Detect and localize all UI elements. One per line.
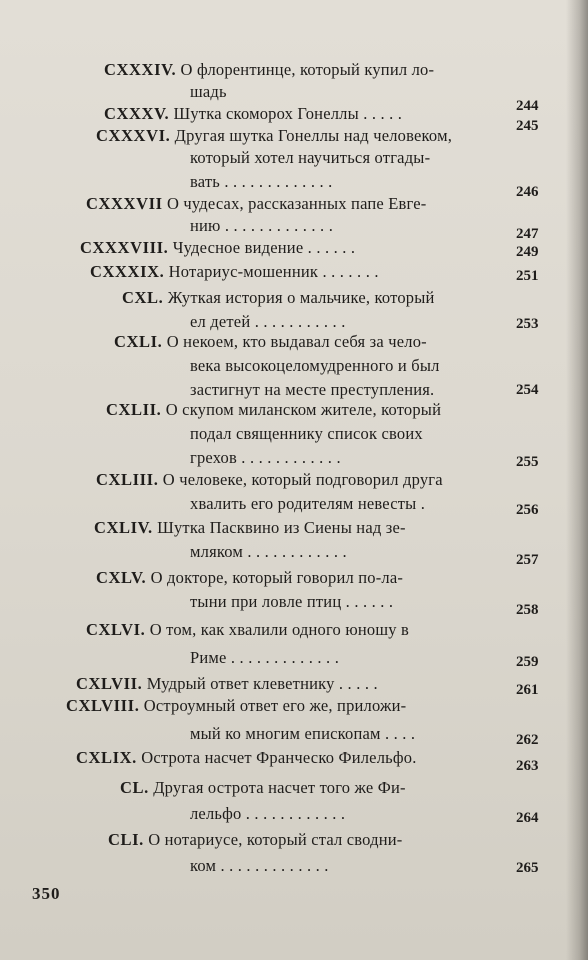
toc-line: мляком . . . . . . . . . . . .: [190, 542, 347, 561]
entry-page-number: 262: [516, 732, 539, 748]
entry-title-line: Чудесное видение . . . . . .: [172, 238, 356, 257]
entry-title-line: Остроумный ответ его же, приложи-: [143, 696, 407, 715]
entry-number: CL.: [120, 778, 149, 797]
toc-line: [80, 238, 355, 258]
entry-title-line: О некоем, кто выдавал себя за чело-: [166, 332, 427, 351]
entry-page-number: 249: [516, 244, 539, 260]
entry-title-line: О чудесах, рассказанных папе Евге-: [166, 194, 427, 213]
entry-number: CXXXIV.: [104, 60, 177, 79]
entry-page-number: 264: [516, 810, 539, 826]
toc-line: [96, 126, 452, 146]
entry-number: CXLVII.: [76, 674, 143, 693]
entry-title-line: О человеке, который подговорил друга: [162, 470, 443, 489]
entry-page-number: 251: [516, 268, 539, 284]
toc-line: нию . . . . . . . . . . . . .: [190, 216, 334, 235]
entry-number: CXL.: [122, 288, 164, 307]
page-folio-number: 350: [32, 884, 61, 903]
entry-number: CXLVI.: [86, 620, 146, 639]
entry-title-line: Шутка Пасквино из Сиены над зе-: [157, 518, 406, 537]
toc-line: [114, 332, 427, 352]
toc-line: века высокоцеломудренного и был: [190, 356, 440, 375]
toc-line: [76, 674, 378, 694]
toc-line: [94, 518, 406, 538]
toc-line: мый ко многим епископам . . . .: [190, 724, 416, 743]
toc-line: подал священнику список своих: [190, 424, 423, 443]
entry-number: CXXXVII: [86, 194, 163, 213]
toc-line: [96, 470, 443, 490]
toc-line: ком . . . . . . . . . . . . .: [190, 856, 329, 875]
entry-title-line: Острота насчет Франческо Филельфо.: [141, 748, 417, 767]
toc-line: вать . . . . . . . . . . . . .: [190, 172, 333, 191]
entry-page-number: 258: [516, 602, 539, 618]
entry-page-number: 259: [516, 654, 539, 670]
entry-number: CXLVIII.: [66, 696, 140, 715]
toc-line: грехов . . . . . . . . . . . .: [190, 448, 341, 467]
entry-title-line: Мудрый ответ клеветнику . . . . .: [146, 674, 378, 693]
toc-line: [108, 830, 403, 850]
entry-page-number: 257: [516, 552, 539, 568]
entry-title-line: Нотариус-мошенник . . . . . . .: [168, 262, 379, 281]
entry-number: CXLI.: [114, 332, 163, 351]
entry-title-line: О докторе, который говорил по-ла-: [150, 568, 404, 587]
entry-number: CXXXV.: [104, 104, 170, 123]
entry-page-number: 255: [516, 454, 539, 470]
entry-number: CXXXVIII.: [80, 238, 169, 257]
entry-page-number: 265: [516, 860, 539, 876]
entry-page-number: 245: [516, 118, 539, 134]
toc-line: [122, 288, 435, 308]
toc-line: шадь: [190, 82, 227, 101]
toc-line: [86, 620, 409, 640]
toc-line: хвалить его родителям невесты .: [190, 494, 426, 513]
entry-title-line: Другая острота насчет того же Фи-: [153, 778, 406, 797]
toc-line: [96, 568, 403, 588]
entry-title-line: Шутка скоморох Гонеллы . . . . .: [173, 104, 403, 123]
entry-title-line: О флорентинце, который купил ло-: [180, 60, 435, 79]
entry-page-number: 256: [516, 502, 539, 518]
toc-line: [120, 778, 406, 798]
toc-line: [104, 60, 434, 80]
entry-page-number: 261: [516, 682, 539, 698]
entry-number: CXXXVI.: [96, 126, 171, 145]
entry-title-line: Другая шутка Гонеллы над человеком,: [174, 126, 453, 145]
toc-line: [104, 104, 402, 124]
toc-line: [66, 696, 406, 716]
entry-page-number: 244: [516, 98, 539, 114]
entry-page-number: 246: [516, 184, 539, 200]
toc-line: [106, 400, 441, 420]
entry-title-line: О том, как хвалили одного юношу в: [149, 620, 410, 639]
toc-line: который хотел научиться отгады-: [190, 148, 431, 167]
toc-line: [76, 748, 417, 768]
entry-number: CXLV.: [96, 568, 147, 587]
toc-line: ел детей . . . . . . . . . . .: [190, 312, 346, 331]
entry-title-line: О скупом миланском жителе, который: [165, 400, 442, 419]
entry-number: CXXXIX.: [90, 262, 165, 281]
entry-page-number: 254: [516, 382, 539, 398]
toc-line: Риме . . . . . . . . . . . . .: [190, 648, 340, 667]
toc-line: застигнут на месте преступления.: [190, 380, 435, 399]
entry-number: CXLIII.: [96, 470, 159, 489]
entry-number: CLI.: [108, 830, 144, 849]
toc-line: тыни при ловле птиц . . . . . .: [190, 592, 394, 611]
entry-number: CXLIX.: [76, 748, 137, 767]
entry-page-number: 247: [516, 226, 539, 242]
entry-page-number: 253: [516, 316, 539, 332]
entry-page-number: 263: [516, 758, 539, 774]
toc-line: [90, 262, 379, 282]
toc-line: [86, 194, 427, 214]
entry-title-line: О нотариусе, который стал сводни-: [148, 830, 403, 849]
entry-number: CXLIV.: [94, 518, 153, 537]
entry-number: CXLII.: [106, 400, 162, 419]
entry-title-line: Жуткая история о мальчике, который: [167, 288, 435, 307]
toc-line: лельфо . . . . . . . . . . . .: [190, 804, 346, 823]
